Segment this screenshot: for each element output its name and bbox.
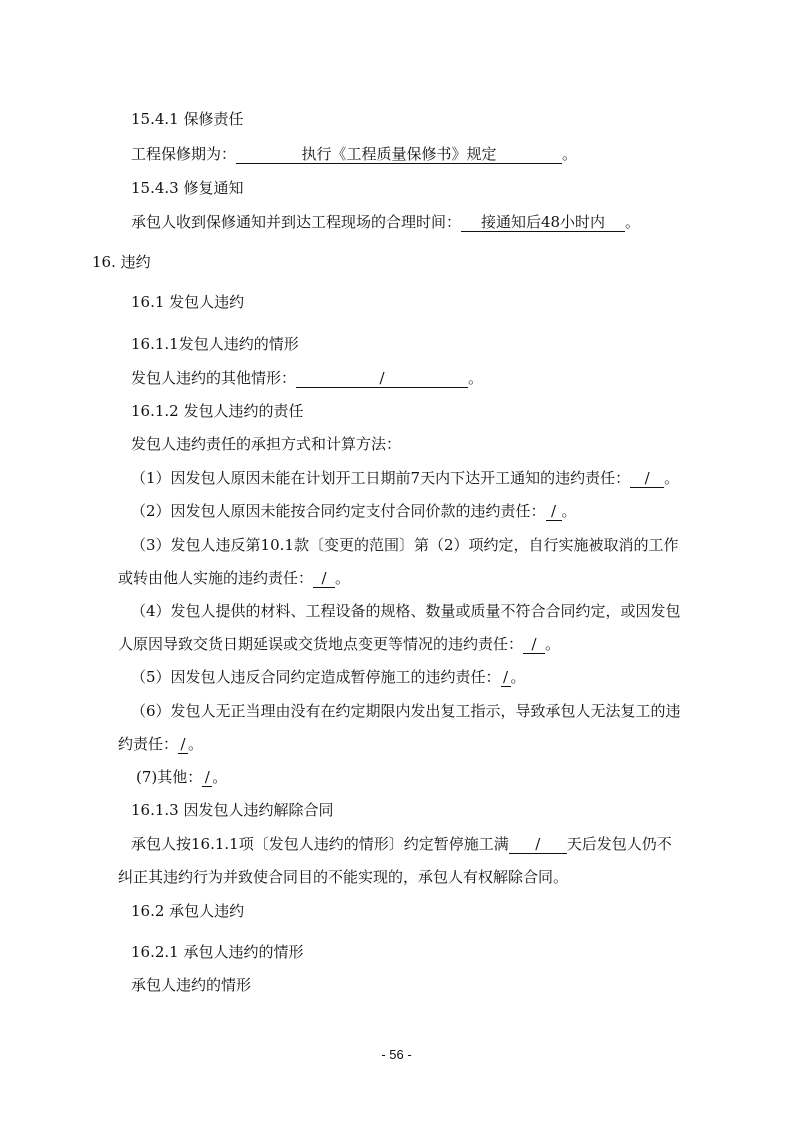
liability-item-1: [131, 467, 679, 489]
liability-item-7-text: (7)其他：: [136, 768, 203, 786]
liability-item-5-end: 。: [510, 668, 526, 686]
liability-item-6-line-1: （6）发包人无正当理由没有在约定期限内发出复工指示，导致承包人无法复工的违: [131, 702, 681, 720]
section-16-heading: 16. 违约: [92, 253, 151, 271]
liability-item-4-line-1: （4）发包人提供的材料、工程设备的规格、数量或质量不符合合同约定，或因发包: [131, 602, 681, 620]
liability-item-1-text: （1）因发包人原因未能在计划开工日期前7天内下达开工通知的违约责任：: [131, 469, 631, 487]
warranty-period-line: [131, 143, 577, 165]
liability-item-4-value: /: [523, 635, 545, 654]
liability-item-4-line-2: [118, 633, 560, 655]
liability-item-5: [131, 666, 526, 688]
termination-text-end: 天后发包人仍不: [566, 835, 672, 853]
liability-item-6-end: 。: [188, 735, 204, 753]
liability-item-2: [131, 500, 577, 522]
other-cases-line: [131, 367, 483, 389]
liability-item-3-value: /: [313, 569, 335, 588]
liability-item-3-line-1: （3）发包人违反第10.1款〔变更的范围〕第（2）项约定，自行实施被取消的工作: [131, 536, 679, 554]
liability-item-6-value: /: [178, 735, 188, 754]
liability-item-2-value: /: [546, 502, 562, 521]
liability-item-6-text: 约责任：: [118, 735, 179, 753]
section-16-2-1-heading: 16.2.1 承包人违约的情形: [131, 943, 304, 961]
section-16-1-2-heading: 16.1.2 发包人违约的责任: [131, 402, 304, 420]
liability-item-7-value: /: [202, 768, 212, 787]
liability-intro: 发包人违约责任的承担方式和计算方法：: [131, 435, 402, 453]
section-15-4-1-heading: 15.4.1 保修责任: [131, 110, 244, 128]
liability-item-5-text: （5）因发包人违反合同约定造成暂停施工的违约责任：: [131, 668, 501, 686]
liability-item-2-end: 。: [561, 502, 577, 520]
repair-notice-label: 承包人收到保修通知并到达工程现场的合理时间：: [131, 213, 462, 231]
repair-notice-value: 接通知后48小时内: [461, 213, 625, 232]
section-16-2-heading: 16.2 承包人违约: [131, 902, 245, 920]
termination-text: 承包人按16.1.1项〔发包人违约的情形〕约定暂停施工满: [131, 835, 509, 853]
liability-item-1-end: 。: [664, 469, 680, 487]
page-number: - 56 -: [381, 1047, 412, 1062]
warranty-period-value: 执行《工程质量保修书》规定: [236, 145, 562, 164]
liability-item-1-value: /: [630, 469, 664, 488]
liability-item-6-line-2: [118, 733, 203, 755]
liability-item-4-end: 。: [545, 635, 561, 653]
liability-item-2-text: （2）因发包人原因未能按合同约定支付合同价款的违约责任：: [131, 502, 546, 520]
warranty-period-label: 工程保修期为：: [131, 145, 237, 163]
liability-item-3-end: 。: [335, 569, 351, 587]
repair-notice-end: 。: [625, 213, 641, 231]
warranty-period-end: 。: [562, 145, 578, 163]
section-16-1-1-heading: 16.1.1发包人违约的情形: [131, 335, 299, 353]
liability-item-7-end: 。: [212, 768, 228, 786]
liability-item-3-line-2: [118, 567, 350, 589]
section-15-4-3-heading: 15.4.3 修复通知: [131, 179, 244, 197]
termination-line-1: [131, 833, 672, 855]
section-16-1-3-heading: 16.1.3 因发包人违约解除合同: [131, 801, 334, 819]
liability-item-5-value: /: [501, 668, 511, 687]
section-16-1-heading: 16.1 发包人违约: [131, 293, 245, 311]
liability-item-3-text: 或转由他人实施的违约责任：: [118, 569, 314, 587]
termination-days-value: /: [509, 835, 567, 854]
termination-line-2: 纠正其违约行为并致使合同目的不能实现的，承包人有权解除合同。: [118, 868, 569, 886]
other-cases-end: 。: [468, 369, 484, 387]
liability-item-4-text: 人原因导致交货日期延误或交货地点变更等情况的违约责任：: [118, 635, 524, 653]
liability-item-7: [136, 766, 227, 788]
contractor-cases-label: 承包人违约的情形: [131, 976, 252, 994]
other-cases-label: 发包人违约的其他情形：: [131, 369, 297, 387]
other-cases-value: /: [296, 369, 468, 388]
repair-notice-line: [131, 211, 640, 233]
